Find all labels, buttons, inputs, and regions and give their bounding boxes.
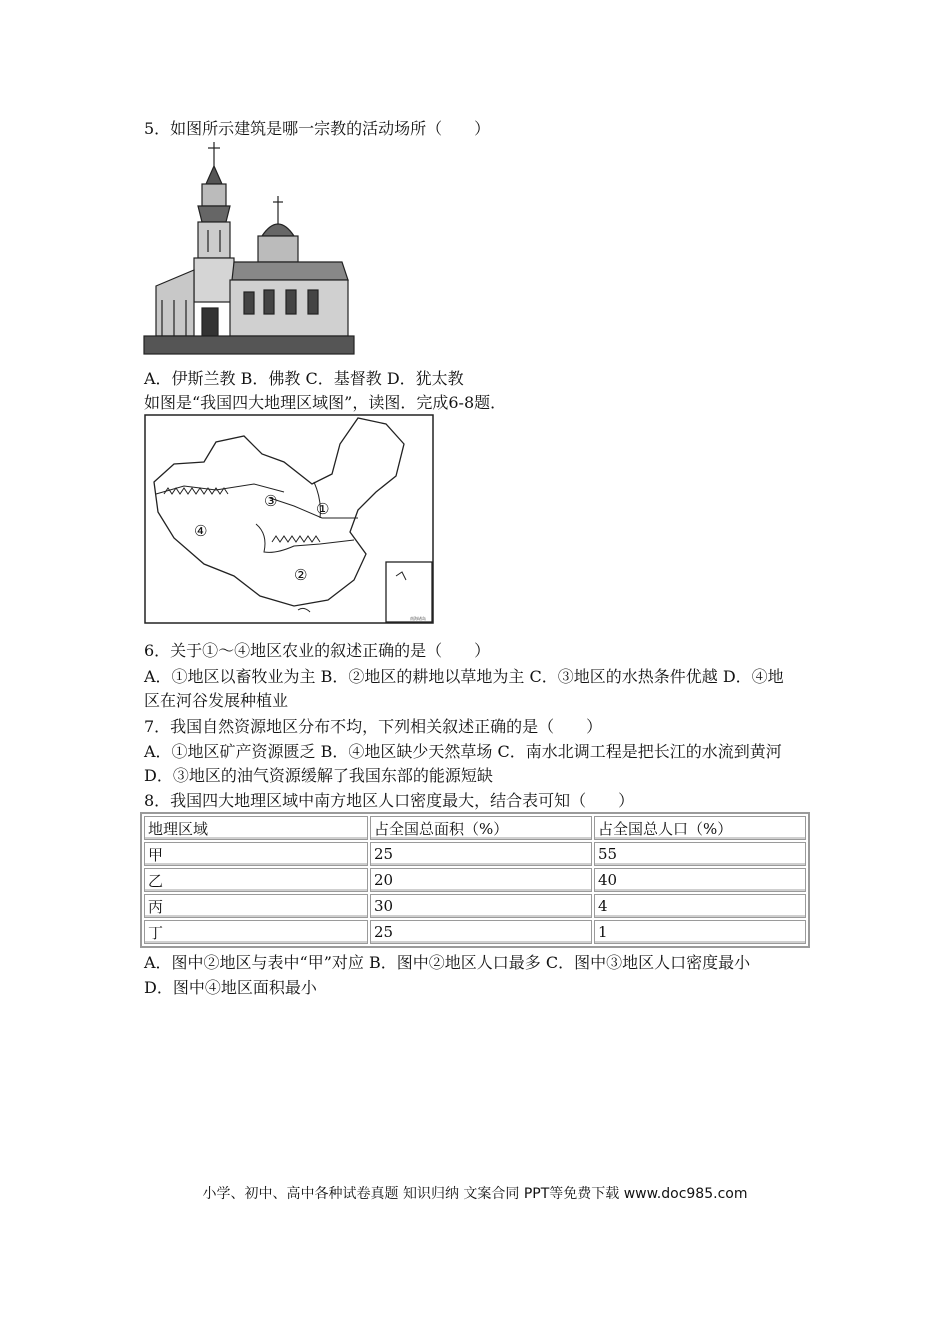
table-row <box>144 920 806 944</box>
table-cell: 1 <box>594 920 806 944</box>
table-cell: 20 <box>370 868 592 892</box>
q5-stem: 5．如图所示建筑是哪一宗教的活动场所（ ） <box>144 119 491 138</box>
q8-options-line1: A．图中②地区与表中“甲”对应 B．图中②地区人口最多 C．图中③地区人口密度最小 <box>144 953 751 972</box>
q6-options-line1: A．①地区以畜牧业为主 B．②地区的耕地以草地为主 C．③地区的水热条件优越 D．④地 <box>144 667 784 686</box>
china-regions-map <box>144 414 434 624</box>
table-cell: 乙 <box>144 868 368 892</box>
q6-options-line2: 区在河谷发展种植业 <box>144 691 289 710</box>
table-cell: 25 <box>370 920 592 944</box>
table-row <box>144 894 806 918</box>
table-header-cell: 占全国总面积（%） <box>370 816 592 840</box>
map-inset-tag: 南海诸岛 <box>410 616 426 621</box>
table-row <box>144 842 806 866</box>
table-cell: 4 <box>594 894 806 918</box>
church-figure <box>142 140 356 358</box>
map-label-2: ② <box>294 566 308 584</box>
table-header-cell: 地理区域 <box>144 816 368 840</box>
table-cell: 55 <box>594 842 806 866</box>
q6-stem: 6．关于①～④地区农业的叙述正确的是（ ） <box>144 641 491 660</box>
map-label-3: ③ <box>264 492 278 510</box>
q8-options-line2: D．图中④地区面积最小 <box>144 978 317 997</box>
table-header-row <box>144 816 806 840</box>
q7-options-line1: A．①地区矿产资源匮乏 B．④地区缺少天然草场 C．南水北调工程是把长江的水流到黄河 <box>144 742 782 761</box>
table-header-cell: 占全国总人口（%） <box>594 816 806 840</box>
table-cell: 30 <box>370 894 592 918</box>
q7-options-line2: D．③地区的油气资源缓解了我国东部的能源短缺 <box>144 766 493 785</box>
table-cell: 丙 <box>144 894 368 918</box>
table-cell: 40 <box>594 868 806 892</box>
table-cell: 25 <box>370 842 592 866</box>
map-label-1: ① <box>316 500 330 518</box>
table-cell: 丁 <box>144 920 368 944</box>
q7-stem: 7．我国自然资源地区分布不均，下列相关叙述正确的是（ ） <box>144 717 603 736</box>
map-label-4: ④ <box>194 522 208 540</box>
page-footer: 小学、初中、高中各种试卷真题 知识归纳 文案合同 PPT等免费下载 www.doc985.com <box>202 1186 748 1202</box>
map-intro: 如图是“我国四大地理区域图”，读图．完成6-8题． <box>144 393 507 412</box>
table-row <box>144 868 806 892</box>
q5-options: A．伊斯兰教 B．佛教 C．基督教 D．犹太教 <box>144 369 464 388</box>
region-table <box>140 812 810 948</box>
table-cell: 甲 <box>144 842 368 866</box>
q8-stem: 8．我国四大地理区域中南方地区人口密度最大，结合表可知（ ） <box>144 791 635 810</box>
